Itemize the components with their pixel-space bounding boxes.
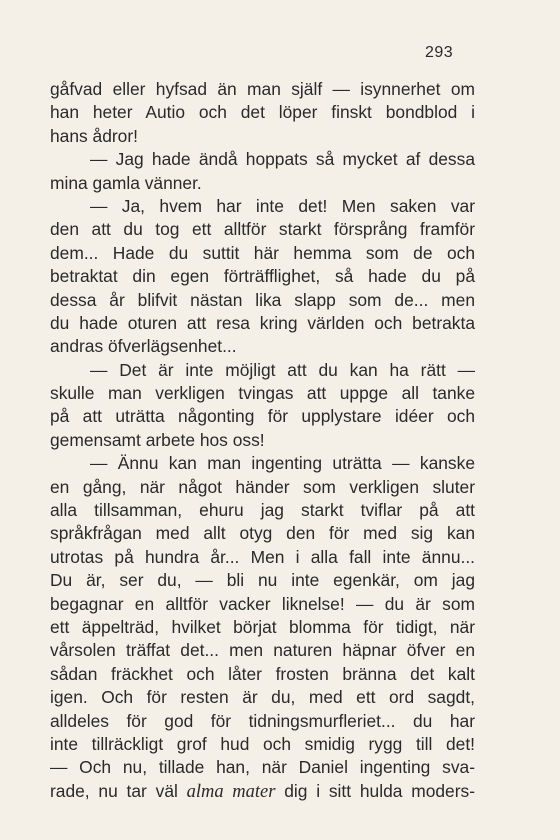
text-line: vårsolen träffat det... men naturen häpnar öfver en bbox=[50, 640, 475, 661]
text-line: gåfvad eller hyfsad än man själf — isynnerhet om bbox=[50, 79, 475, 99]
text-line: hans ådror! bbox=[50, 125, 138, 146]
text-line: ett äppelträd, hvilket börjat blomma för tidigt, när bbox=[50, 616, 475, 637]
text-segment: dig i sitt hulda moders- bbox=[275, 780, 475, 801]
text-line: — Det är inte möjligt att du kan ha rätt — bbox=[90, 359, 475, 380]
text-line: — Jag hade ändå hoppats så mycket af dessa bbox=[90, 149, 475, 170]
text-line: den att du tog ett alltför starkt försprång framför bbox=[50, 219, 475, 240]
body-text bbox=[50, 78, 475, 803]
text-line: — Ännu kan man ingenting uträtta — kanske bbox=[90, 453, 475, 474]
italic-phrase: alma mater bbox=[186, 781, 276, 802]
text-line: han heter Autio och det löper finskt bondblod i bbox=[50, 102, 475, 123]
text-line: dem... Hade du suttit här hemma som de och bbox=[50, 242, 475, 263]
text-line: alldeles för god för tidningsmurfleriet... du har bbox=[50, 710, 475, 731]
text-line: skulle man verkligen tvingas att uppge all tanke bbox=[50, 383, 475, 404]
text-line: — Ja, hvem har inte det! Men saken var bbox=[90, 195, 475, 216]
text-line: gemensamt arbete hos oss! bbox=[50, 429, 265, 450]
text-line: andras öfverlägsenhet... bbox=[50, 336, 237, 357]
text-line: på att uträtta någonting för upplystare idéer och bbox=[50, 406, 475, 427]
text-line: betraktat din egen förträfflighet, så hade du på bbox=[50, 266, 475, 287]
text-line-with-italic bbox=[50, 780, 475, 803]
text-line: begagnar en alltför vacker liknelse! — du är som bbox=[50, 593, 475, 614]
text-line: utrotas på hundra år... Men i alla fall inte ännu... bbox=[50, 546, 475, 567]
text-line: dessa år blifvit nästan lika slapp som de... men bbox=[50, 289, 475, 310]
text-segment: rade, nu tar väl bbox=[50, 780, 187, 801]
text-line: Du är, ser du, — bli nu inte egenkär, om jag bbox=[50, 570, 475, 591]
text-line: igen. Och för resten är du, med ett ord sagdt, bbox=[50, 687, 475, 708]
text-line: sådan fräckhet och låter frosten bränna det kalt bbox=[50, 663, 475, 684]
text-line: språkfrågan med allt otyg den för med sig kan bbox=[50, 523, 475, 544]
text-line: mina gamla vänner. bbox=[50, 172, 202, 193]
text-line: — Och nu, tillade han, när Daniel ingenting sva- bbox=[50, 757, 475, 778]
text-line: en gång, när något händer som verkligen sluter bbox=[50, 476, 475, 497]
page-number: 293 bbox=[425, 44, 454, 61]
text-line: alla tillsamman, ehuru jag starkt tviflar på att bbox=[50, 500, 475, 521]
text-line: inte tillräckligt grof hud och smidig rygg till det! bbox=[50, 733, 475, 754]
text-line: du hade oturen att resa kring världen och betrakta bbox=[50, 312, 475, 333]
